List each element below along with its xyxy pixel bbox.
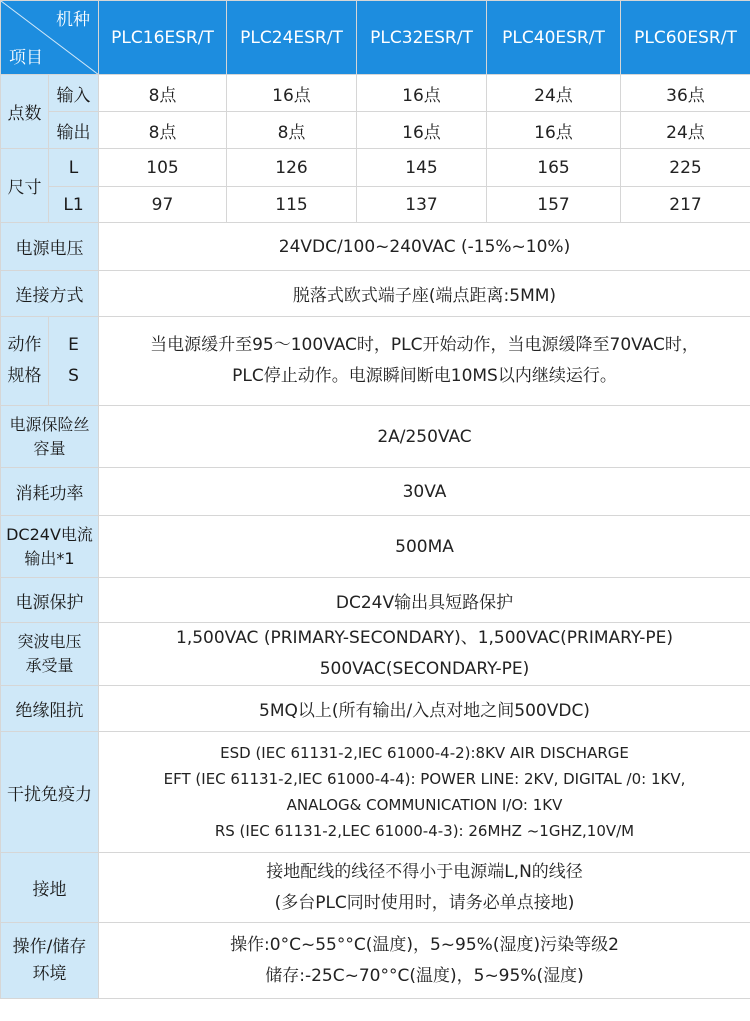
environment-line: 储存:-25C~70°°C(温度)，5~95%(湿度): [265, 965, 584, 986]
environment-label-line: 操作/储存: [12, 936, 87, 957]
protection-label: 电源保护: [1, 578, 99, 623]
immunity-line: ESD (IEC 61131-2,IEC 61000-4-2):8KV AIR DISCHARGE: [220, 744, 629, 762]
table-cell: 16点: [487, 112, 621, 149]
ground-row: [1, 853, 750, 923]
table-cell: 24点: [621, 112, 750, 149]
immunity-value: [99, 732, 750, 853]
fuse-label-line: 电源保险丝: [9, 414, 90, 434]
corner-bottom-label: 项目: [9, 48, 43, 68]
table-cell: 225: [621, 149, 750, 187]
table-cell: 165: [487, 149, 621, 187]
model-header: PLC40ESR/T: [487, 1, 621, 75]
immunity-line: RS (IEC 61131-2,LEC 61000-4-3): 26MHZ ~1GHZ,10V/M: [214, 822, 635, 840]
table-cell: 145: [357, 149, 487, 187]
action-label-line: 规格: [7, 366, 42, 386]
header-row: [1, 1, 750, 75]
l1-label: L1: [49, 187, 99, 223]
protection-value: DC24V输出具短路保护: [99, 578, 750, 623]
table-cell: 8点: [99, 112, 227, 149]
surge-row: [1, 623, 750, 686]
action-label-line: 动作: [7, 335, 42, 355]
surge-value: [99, 623, 750, 686]
insulation-label: 绝缘阻抗: [1, 686, 99, 732]
fuse-value: 2A/250VAC: [99, 406, 750, 468]
environment-label: [1, 923, 99, 999]
dc24-label: [1, 516, 99, 578]
points-output-row: [1, 112, 750, 149]
fuse-label: [1, 406, 99, 468]
table-cell: 126: [227, 149, 357, 187]
dc24-label-line: 输出*1: [24, 548, 75, 568]
size-label: 尺寸: [1, 149, 49, 223]
consumption-row: [1, 468, 750, 516]
table-cell: 105: [99, 149, 227, 187]
insulation-row: [1, 686, 750, 732]
table-cell: 97: [99, 187, 227, 223]
environment-row: [1, 923, 750, 999]
action-sub-label: [49, 317, 99, 406]
model-header: PLC32ESR/T: [357, 1, 487, 75]
action-value: [99, 317, 750, 406]
surge-label: [1, 623, 99, 686]
immunity-row: [1, 732, 750, 853]
table-cell: 36点: [621, 75, 750, 112]
action-line: PLC停止动作。电源瞬间断电10MS以内继续运行。: [232, 366, 617, 386]
consumption-label: 消耗功率: [1, 468, 99, 516]
size-l1-row: [1, 187, 750, 223]
action-line: 当电源缓升至95～100VAC时，PLC开始动作，当电源缓降至70VAC时，: [150, 335, 699, 355]
output-label: 输出: [49, 112, 99, 149]
table-cell: 16点: [357, 75, 487, 112]
l-label: L: [49, 149, 99, 187]
table-cell: 137: [357, 187, 487, 223]
immunity-line: EFT (IEC 61131-2,IEC 61000-4-4): POWER LINE: 2KV, DIGITAL /0: 1KV,: [163, 770, 686, 788]
dc24-value: 500MA: [99, 516, 750, 578]
action-sub-line: S: [68, 366, 79, 386]
environment-line: 操作:0°C~55°°C(温度)，5~95%(湿度)污染等级2: [230, 934, 619, 955]
dc24-row: [1, 516, 750, 578]
fuse-label-line: 容量: [33, 438, 66, 458]
surge-label-line: 承受量: [25, 656, 74, 675]
ground-value: [99, 853, 750, 923]
points-label: 点数: [1, 75, 49, 149]
immunity-line: ANALOG& COMMUNICATION I/O: 1KV: [286, 796, 563, 814]
table-cell: 115: [227, 187, 357, 223]
environment-value: [99, 923, 750, 999]
input-label: 输入: [49, 75, 99, 112]
action-label: [1, 317, 49, 406]
table-cell: 24点: [487, 75, 621, 112]
dc24-label-line: DC24V电流: [6, 524, 93, 544]
table-cell: 217: [621, 187, 750, 223]
connection-label: 连接方式: [1, 271, 99, 317]
table-cell: 16点: [227, 75, 357, 112]
immunity-label: 干扰免疫力: [1, 732, 99, 853]
consumption-value: 30VA: [99, 468, 750, 516]
insulation-value: 5MQ以上(所有输出/入点对地之间500VDC): [99, 686, 750, 732]
model-header: PLC16ESR/T: [99, 1, 227, 75]
ground-line: (多台PLC同时使用时，请务必单点接地): [274, 892, 575, 913]
environment-label-line: 环境: [32, 963, 67, 984]
corner-top-label: 机种: [56, 10, 90, 30]
surge-line: 500VAC(SECONDARY-PE): [319, 659, 530, 679]
power-voltage-value: 24VDC/100~240VAC (-15%~10%): [99, 223, 750, 271]
table-cell: 16点: [357, 112, 487, 149]
action-row: [1, 317, 750, 406]
table-cell: 8点: [99, 75, 227, 112]
ground-label: 接地: [1, 853, 99, 923]
protection-row: [1, 578, 750, 623]
ground-line: 接地配线的线径不得小于电源端L,N的线径: [266, 861, 583, 882]
points-input-row: [1, 75, 750, 112]
fuse-row: [1, 406, 750, 468]
size-l-row: [1, 149, 750, 187]
model-header: PLC24ESR/T: [227, 1, 357, 75]
model-header: PLC60ESR/T: [621, 1, 750, 75]
connection-row: [1, 271, 750, 317]
surge-label-line: 突波电压: [17, 632, 82, 651]
table-cell: 8点: [227, 112, 357, 149]
table-cell: 157: [487, 187, 621, 223]
surge-line: 1,500VAC (PRIMARY-SECONDARY)、1,500VAC(PRIMARY-PE): [176, 628, 673, 648]
power-voltage-label: 电源电压: [1, 223, 99, 271]
action-sub-line: E: [68, 335, 79, 355]
connection-value: 脱落式欧式端子座(端点距离:5MM): [99, 271, 750, 317]
corner-cell: [1, 1, 99, 75]
power-voltage-row: [1, 223, 750, 271]
